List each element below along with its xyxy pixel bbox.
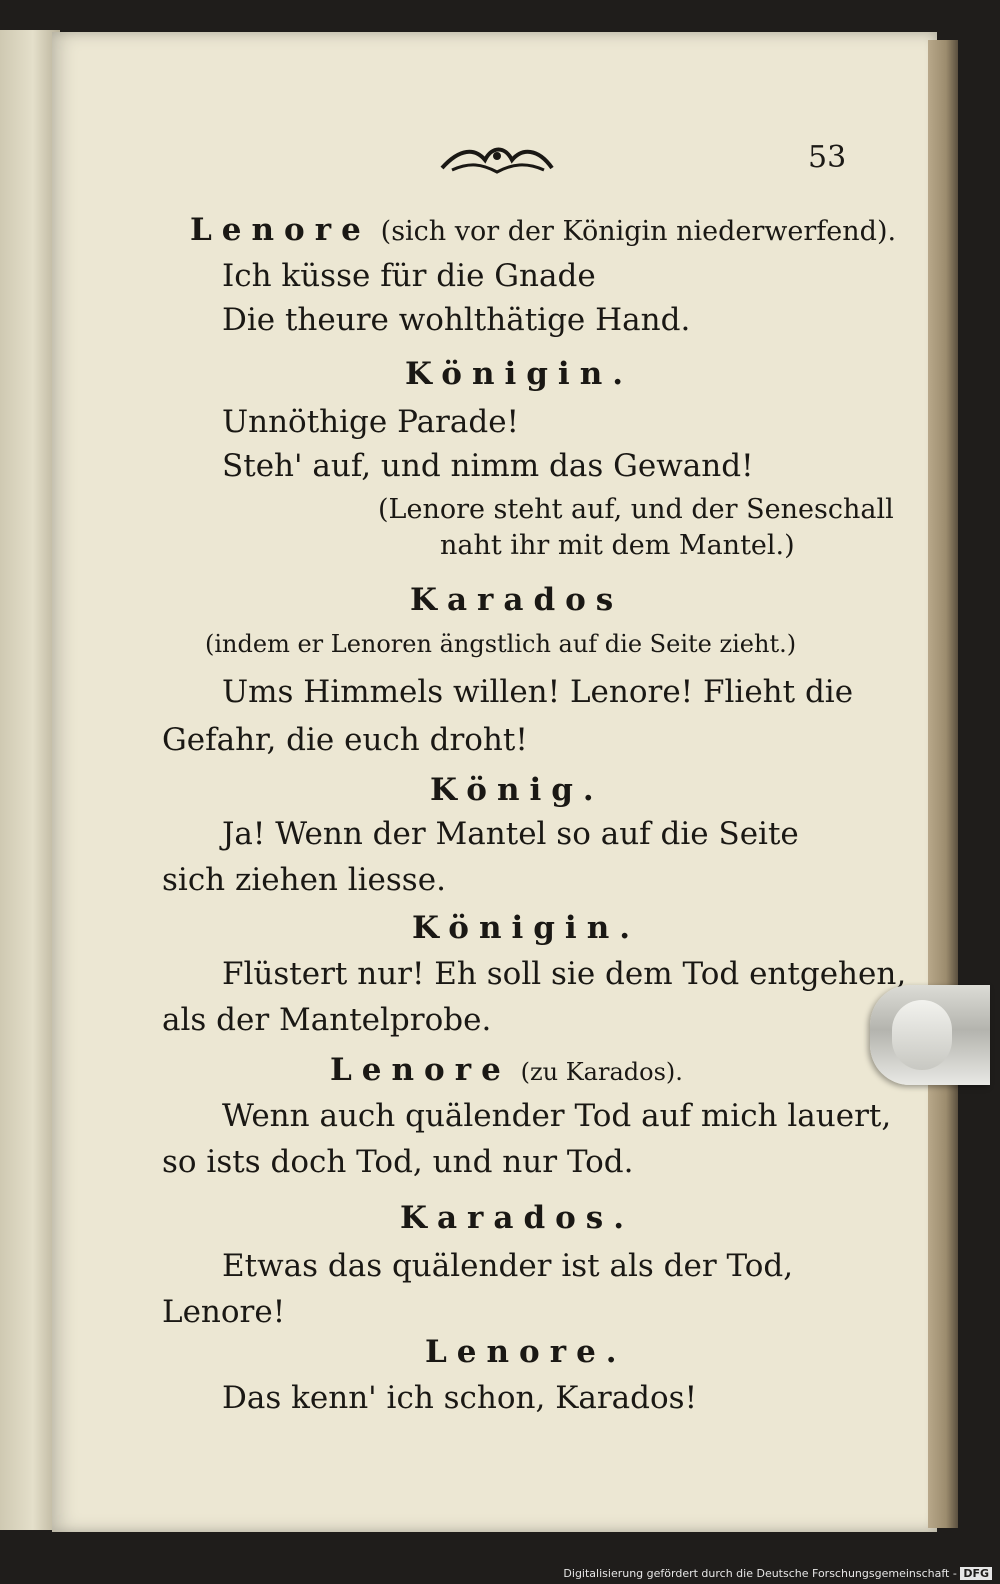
line-1: [190, 212, 896, 248]
stage-direction: (sich vor der Königin niederwerfend).: [380, 216, 897, 247]
verse-line: Flüstert nur! Eh soll sie dem Tod entgehen,: [222, 956, 907, 992]
speaker-name: Karados: [410, 582, 624, 618]
verse-line: Gefahr, die euch droht!: [162, 722, 528, 758]
line-19: [330, 1052, 683, 1088]
digitization-credit: [563, 1567, 992, 1580]
credit-text: Digitalisierung gefördert durch die Deutsche Forschungsgemeinschaft -: [563, 1567, 957, 1580]
speaker-name: Königin.: [412, 910, 641, 946]
dfg-logo: DFG: [960, 1567, 992, 1580]
speaker-name: Königin.: [405, 356, 634, 392]
speaker-name: Karados.: [400, 1200, 635, 1236]
stage-direction: naht ihr mit dem Mantel.): [440, 530, 795, 561]
stage-direction: (Lenore steht auf, und der Seneschall: [378, 494, 894, 525]
verse-line: Lenore!: [162, 1294, 286, 1330]
stage-direction: (indem er Lenoren ängstlich auf die Seite zieht.): [205, 630, 797, 658]
verse-line: so ists doch Tod, und nur Tod.: [162, 1144, 634, 1180]
verse-line: Etwas das quälender ist als der Tod,: [222, 1248, 794, 1284]
verse-line: Das kenn' ich schon, Karados!: [222, 1380, 698, 1416]
verse-line: Die theure wohlthätige Hand.: [222, 302, 691, 338]
verse-line: Ja! Wenn der Mantel so auf die Seite: [222, 816, 799, 852]
verse-line: Steh' auf, und nimm das Gewand!: [222, 448, 754, 484]
verse-line: Wenn auch quälender Tod auf mich lauert,: [222, 1098, 892, 1134]
verse-line: Ich küsse für die Gnade: [222, 258, 596, 294]
verse-line: sich ziehen liesse.: [162, 862, 446, 898]
stage-direction: (zu Karados).: [520, 1058, 683, 1086]
verse-line: als der Mantelprobe.: [162, 1002, 492, 1038]
verse-line: Ums Himmels willen! Lenore! Flieht die: [222, 674, 854, 710]
speaker-name: Lenore.: [425, 1334, 627, 1370]
page-number: 53: [808, 140, 847, 175]
ornament-icon: [440, 138, 555, 180]
speaker-name: Lenore: [190, 212, 371, 248]
speaker-name: König.: [430, 772, 604, 808]
speaker-name: Lenore: [330, 1052, 511, 1088]
page-stack-edge: [928, 40, 958, 1528]
verse-line: Unnöthige Parade!: [222, 404, 519, 440]
page-clip-highlight: [892, 1000, 952, 1070]
left-page-edge: [0, 30, 60, 1530]
